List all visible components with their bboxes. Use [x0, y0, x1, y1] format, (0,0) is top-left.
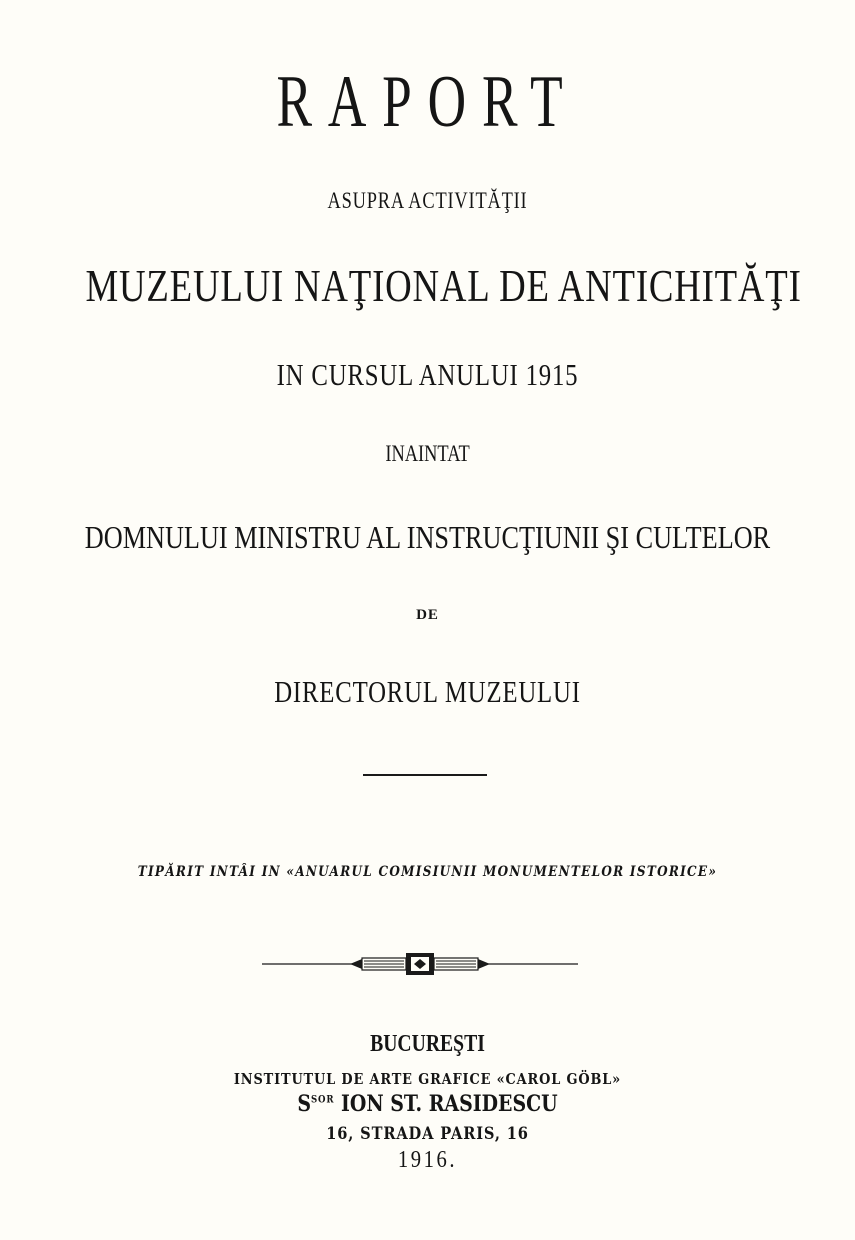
director-line: DIRECTORUL MUZEULUI	[274, 674, 581, 709]
museum-name: MUZEULUI NAŢIONAL DE ANTICHITĂŢI	[85, 260, 802, 311]
subtitle: ASUPRA ACTIVITĂŢII	[327, 188, 528, 213]
imprint-institute: INSTITUTUL DE ARTE GRAFICE «CAROL GÖBL»	[233, 1070, 622, 1088]
submitted-label: INAINTAT	[385, 441, 470, 466]
printed-note: TIPĂRIT INTÂI IN «ANUARUL COMISIUNII MONUMENTELOR ISTORICE»	[137, 864, 718, 880]
divider-rule	[363, 774, 487, 776]
successor-superscript: SOR	[310, 1094, 335, 1106]
imprint-address: 16, STRADA PARIS, 16	[326, 1124, 529, 1144]
minister-line: DOMNULUI MINISTRU AL INSTRUCŢIUNII ŞI CULTELOR	[84, 519, 771, 555]
successor-prefix: S	[297, 1091, 311, 1117]
by-label: DE	[416, 607, 439, 623]
imprint-city: BUCUREŞTI	[370, 1031, 485, 1057]
imprint-year: 1916.	[397, 1147, 458, 1173]
ornament-divider	[262, 951, 578, 977]
imprint-successor	[60, 1091, 795, 1117]
year-course: IN CURSUL ANULUI 1915	[276, 357, 579, 392]
report-title: RAPORT	[276, 61, 579, 143]
successor-name: ION ST. RASIDESCU	[341, 1091, 558, 1117]
